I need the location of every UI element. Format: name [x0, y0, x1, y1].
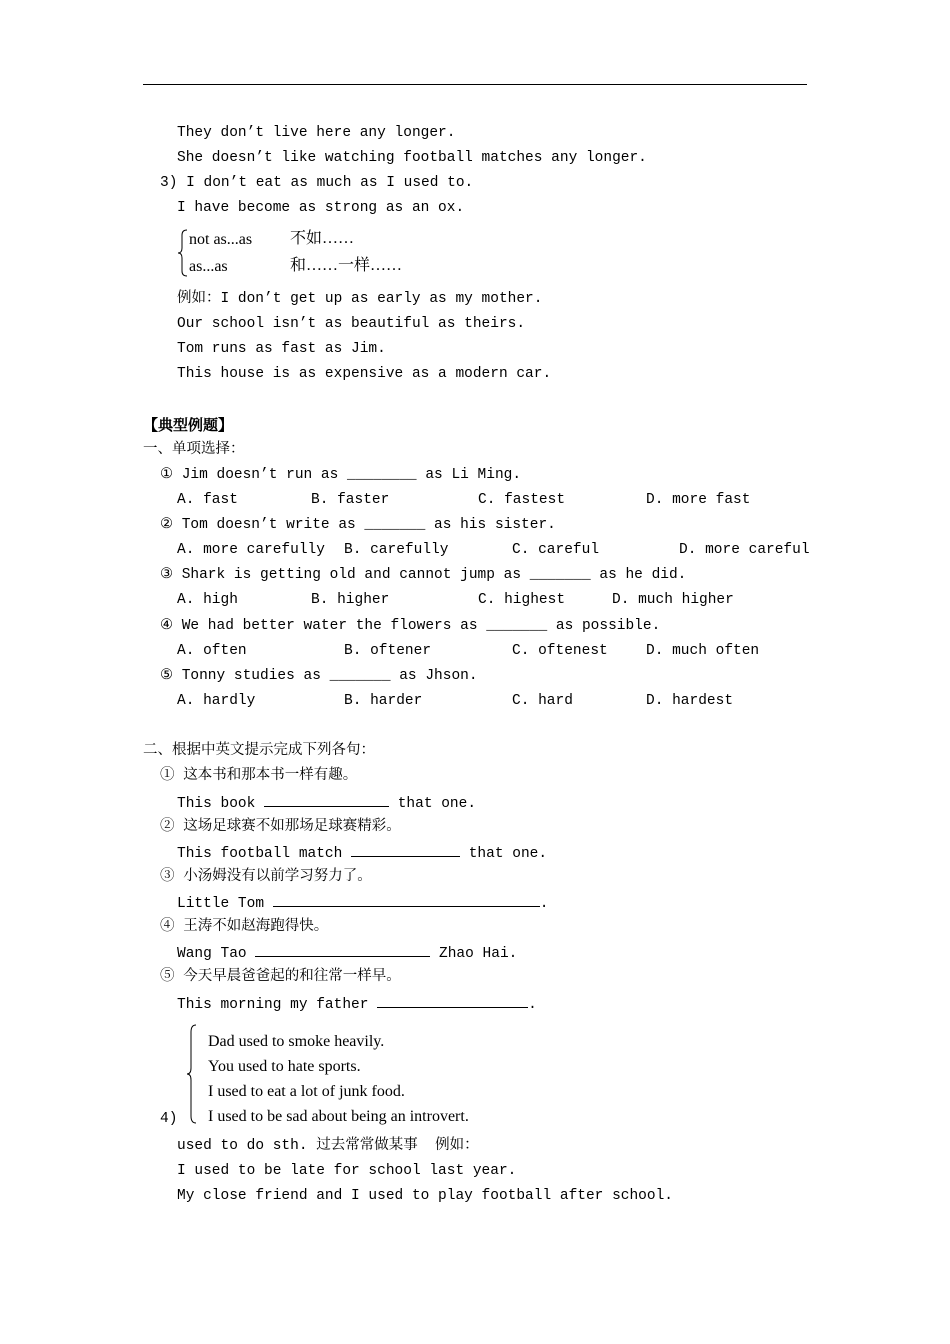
example-line: I have become as strong as an ox.	[177, 200, 465, 216]
option-d: D. more careful	[679, 542, 810, 558]
structure-meaning: 和……一样……	[290, 257, 403, 274]
option-b: B. harder	[344, 693, 423, 709]
question-stem: ② Tom doesn’t write as _______ as his sister.	[160, 517, 556, 533]
left-brace-icon	[178, 229, 188, 277]
structure-pattern: as...as	[189, 258, 228, 275]
option-b: B. higher	[311, 592, 390, 608]
option-b: B. faster	[311, 492, 390, 508]
fill-blank-sentence: Wang Tao Zhao Hai.	[177, 942, 517, 964]
answer-blank[interactable]	[273, 892, 540, 907]
option-c: C. fastest	[478, 492, 566, 508]
answer-blank[interactable]	[351, 842, 460, 857]
example-line: 例如：I don’t get up as early as my mother.	[177, 291, 543, 307]
fill-blank-sentence: This football match that one.	[177, 842, 547, 864]
item-chinese: ① 这本书和那本书一样有趣。	[160, 768, 358, 784]
option-d: D. more fast	[646, 492, 751, 508]
question-stem: ④ We had better water the flowers as _______ as possible.	[160, 618, 661, 634]
example-line: I used to be late for school last year.	[177, 1163, 517, 1179]
answer-blank[interactable]	[377, 993, 528, 1008]
part2-title: 二、根据中英文提示完成下列各句：	[143, 743, 375, 759]
example-line: My close friend and I used to play football after school.	[177, 1188, 673, 1204]
example-line: Tom runs as fast as Jim.	[177, 341, 386, 357]
fill-blank-sentence: Little Tom .	[177, 892, 548, 914]
item-chinese: ④ 王涛不如赵海跑得快。	[160, 919, 329, 935]
option-c: C. oftenest	[512, 643, 608, 659]
option-c: C. careful	[512, 542, 600, 558]
option-b: B. carefully	[344, 542, 449, 558]
option-a: A. often	[177, 643, 247, 659]
definition-line: used to do sth. 过去常常做某事 例如：	[177, 1138, 479, 1154]
example-line: This house is as expensive as a modern car.	[177, 366, 552, 382]
answer-blank[interactable]	[255, 942, 430, 957]
example-line: She doesn’t like watching football matches any longer.	[177, 150, 647, 166]
point-text: I don’t eat as much as I used to.	[186, 175, 474, 191]
fill-blank-sentence: This morning my father .	[177, 993, 537, 1015]
option-a: A. high	[177, 592, 238, 608]
part1-title: 一、单项选择：	[143, 442, 245, 458]
structure-meaning: 不如……	[290, 230, 355, 247]
left-brace-icon	[187, 1024, 197, 1124]
question-stem: ① Jim doesn’t run as ________ as Li Ming.	[160, 467, 522, 483]
option-d: D. much often	[646, 643, 760, 659]
header-rule	[143, 84, 807, 85]
option-d: D. much higher	[612, 592, 734, 608]
item-chinese: ② 这场足球赛不如那场足球赛精彩。	[160, 819, 401, 835]
option-c: C. hard	[512, 693, 573, 709]
question-stem: ③ Shark is getting old and cannot jump as _______ as he did.	[160, 567, 687, 583]
item-chinese: ③ 小汤姆没有以前学习努力了。	[160, 869, 372, 885]
option-a: A. fast	[177, 492, 238, 508]
fill-blank-sentence: This book that one.	[177, 792, 476, 814]
brace-line: I used to eat a lot of junk food.	[208, 1083, 405, 1100]
item-chinese: ⑤ 今天早晨爸爸起的和往常一样早。	[160, 969, 401, 985]
brace-line: Dad used to smoke heavily.	[208, 1033, 385, 1050]
brace-line: I used to be sad about being an introvert.	[208, 1108, 469, 1125]
point-3	[160, 173, 473, 193]
point-number: 3)	[160, 175, 178, 191]
section-title: 【典型例题】	[143, 416, 234, 434]
option-c: C. highest	[478, 592, 566, 608]
option-d: D. hardest	[646, 693, 734, 709]
option-a: A. more carefully	[177, 542, 325, 558]
option-b: B. oftener	[344, 643, 432, 659]
question-stem: ⑤ Tonny studies as _______ as Jhson.	[160, 668, 478, 684]
structure-pattern: not as...as	[189, 231, 253, 248]
point-number: 4)	[160, 1111, 178, 1127]
answer-blank[interactable]	[264, 792, 389, 807]
brace-line: You used to hate sports.	[208, 1058, 361, 1075]
example-line: They don’t live here any longer.	[177, 125, 456, 141]
example-line: Our school isn’t as beautiful as theirs.	[177, 316, 526, 332]
option-a: A. hardly	[177, 693, 256, 709]
